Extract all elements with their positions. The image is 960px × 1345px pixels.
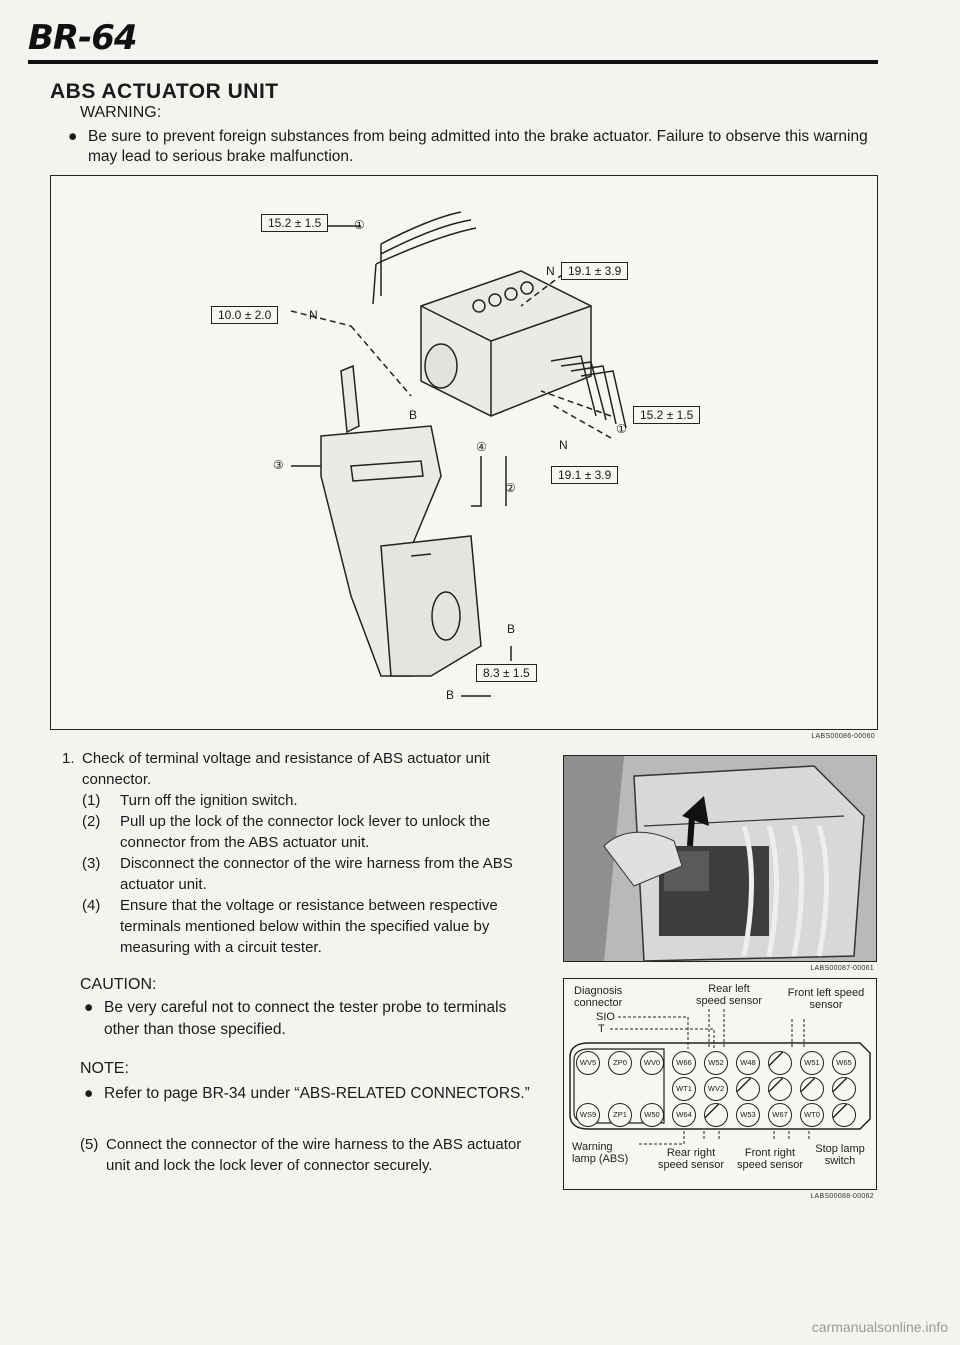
note-text (84, 1083, 532, 1105)
substep-text: Connect the connector of the wire harness to the ABS actuator unit and lock the lock lever of connector securely. (106, 1136, 522, 1174)
terminal-pin (704, 1103, 728, 1127)
warning-body: Be sure to prevent foreign substances from being admitted into the brake actuator. Failure to observe this warning may lead to serious brake malfunction. (88, 128, 868, 165)
bullet-icon: ● (84, 999, 94, 1016)
step-number: 1. (62, 750, 75, 767)
terminal-pin (800, 1077, 824, 1101)
label-rear-right: Rear right speed sensor (657, 1147, 725, 1171)
marker-3: ③ (273, 458, 284, 472)
warning-label: WARNING: (80, 104, 162, 121)
main-figure (50, 175, 878, 740)
substep-2 (62, 811, 532, 853)
terminal-pin: WT1 (672, 1077, 696, 1101)
torque-label-2: 19.1 ± 3.9 (561, 262, 628, 280)
label-stop-lamp: Stop lamp switch (815, 1143, 865, 1167)
substep-5 (80, 1134, 532, 1176)
marker-b-2: B (507, 622, 516, 636)
terminal-pin: WS9 (576, 1103, 600, 1127)
marker-4: ④ (476, 440, 487, 454)
substep-text: Ensure that the voltage or resistance between respective terminals mentioned below within the specified value by measuring with a circuit tester. (120, 897, 498, 956)
label-diagnosis-connector: Diagnosis connector (574, 985, 623, 1009)
terminal-pin: WV0 (640, 1051, 664, 1075)
marker-1b: ① (616, 422, 627, 436)
label-warning-lamp: Warning lamp (ABS) (572, 1141, 629, 1165)
bullet-icon: ● (68, 128, 78, 145)
marker-b-3: B (446, 688, 455, 702)
connector-caption: LABS00088-00062 (810, 1193, 874, 1200)
terminal-pin: WT0 (800, 1103, 824, 1127)
substep-number: (5) (80, 1136, 99, 1153)
connector-photo (563, 755, 877, 972)
substep-number: (2) (82, 813, 101, 830)
marker-b-1: B (409, 408, 418, 422)
note-body: Refer to page BR-34 under “ABS-RELATED CONNECTORS.” (104, 1085, 530, 1102)
terminal-pin: W50 (640, 1103, 664, 1127)
torque-label-6: 8.3 ± 1.5 (476, 664, 537, 682)
procedure-steps (62, 748, 532, 958)
torque-label-1: 15.2 ± 1.5 (261, 214, 328, 232)
connector-diagram (563, 978, 877, 1200)
figure-caption: LABS00086-00060 (811, 733, 875, 740)
page-header (28, 18, 878, 58)
terminal-pin (768, 1077, 792, 1101)
terminal-pin (768, 1051, 792, 1075)
marker-n-1: N (546, 264, 555, 278)
terminal-pin: WV2 (704, 1077, 728, 1101)
substep-text: Disconnect the connector of the wire harness from the ABS actuator unit. (120, 855, 513, 893)
substep-text: Pull up the lock of the connector lock lever to unlock the connector from the ABS actuator unit. (120, 813, 491, 851)
label-t: T (598, 1023, 605, 1035)
substep-4 (62, 895, 532, 958)
substep-text: Turn off the ignition switch. (120, 792, 298, 809)
terminal-pin: W48 (736, 1051, 760, 1075)
terminal-pin: W52 (704, 1051, 728, 1075)
marker-n-3: N (559, 438, 568, 452)
step-1 (62, 748, 532, 790)
label-front-right: Front right speed sensor (736, 1147, 804, 1171)
terminal-pin: W64 (672, 1103, 696, 1127)
terminal-pin: W51 (800, 1051, 824, 1075)
terminal-pin (832, 1077, 856, 1101)
label-sio: SIO (596, 1011, 615, 1023)
substep-number: (1) (82, 792, 101, 809)
marker-n-2: N (309, 308, 318, 322)
label-rear-left: Rear left speed sensor (695, 983, 763, 1007)
terminal-pin (736, 1077, 760, 1101)
header-rule (28, 60, 878, 64)
substep-number: (4) (82, 897, 101, 914)
photo-illustration (564, 756, 876, 961)
terminal-pin: WV5 (576, 1051, 600, 1075)
terminal-pin: ZP0 (608, 1051, 632, 1075)
substep-3 (62, 853, 532, 895)
substep-number: (3) (82, 855, 101, 872)
note-label: NOTE: (80, 1060, 129, 1077)
photo-caption: LABS00087-00061 (810, 965, 874, 972)
actuator-illustration (51, 176, 877, 729)
page-number: BR-64 (28, 18, 137, 58)
terminal-pin (832, 1103, 856, 1127)
torque-label-5: 19.1 ± 3.9 (551, 466, 618, 484)
step-text: Check of terminal voltage and resistance of ABS actuator unit connector. (82, 750, 490, 788)
watermark: carmanualsonline.info (811, 1319, 948, 1335)
caution-label: CAUTION: (80, 976, 157, 993)
terminal-pin: W65 (832, 1051, 856, 1075)
terminal-pin: W67 (768, 1103, 792, 1127)
terminal-pin: W66 (672, 1051, 696, 1075)
caution-text (84, 997, 532, 1041)
label-front-left: Front left speed sensor (787, 987, 865, 1011)
bullet-icon: ● (84, 1085, 94, 1102)
torque-label-4: 15.2 ± 1.5 (633, 406, 700, 424)
marker-2: ② (505, 481, 516, 495)
torque-label-3: 10.0 ± 2.0 (211, 306, 278, 324)
section-title: ABS ACTUATOR UNIT (50, 80, 279, 103)
terminal-pin: ZP1 (608, 1103, 632, 1127)
marker-1: ① (354, 218, 365, 232)
terminal-pin: W53 (736, 1103, 760, 1127)
warning-text (68, 127, 888, 167)
substep-1 (62, 790, 532, 811)
caution-body: Be very careful not to connect the tester probe to terminals other than those specified. (104, 999, 507, 1038)
